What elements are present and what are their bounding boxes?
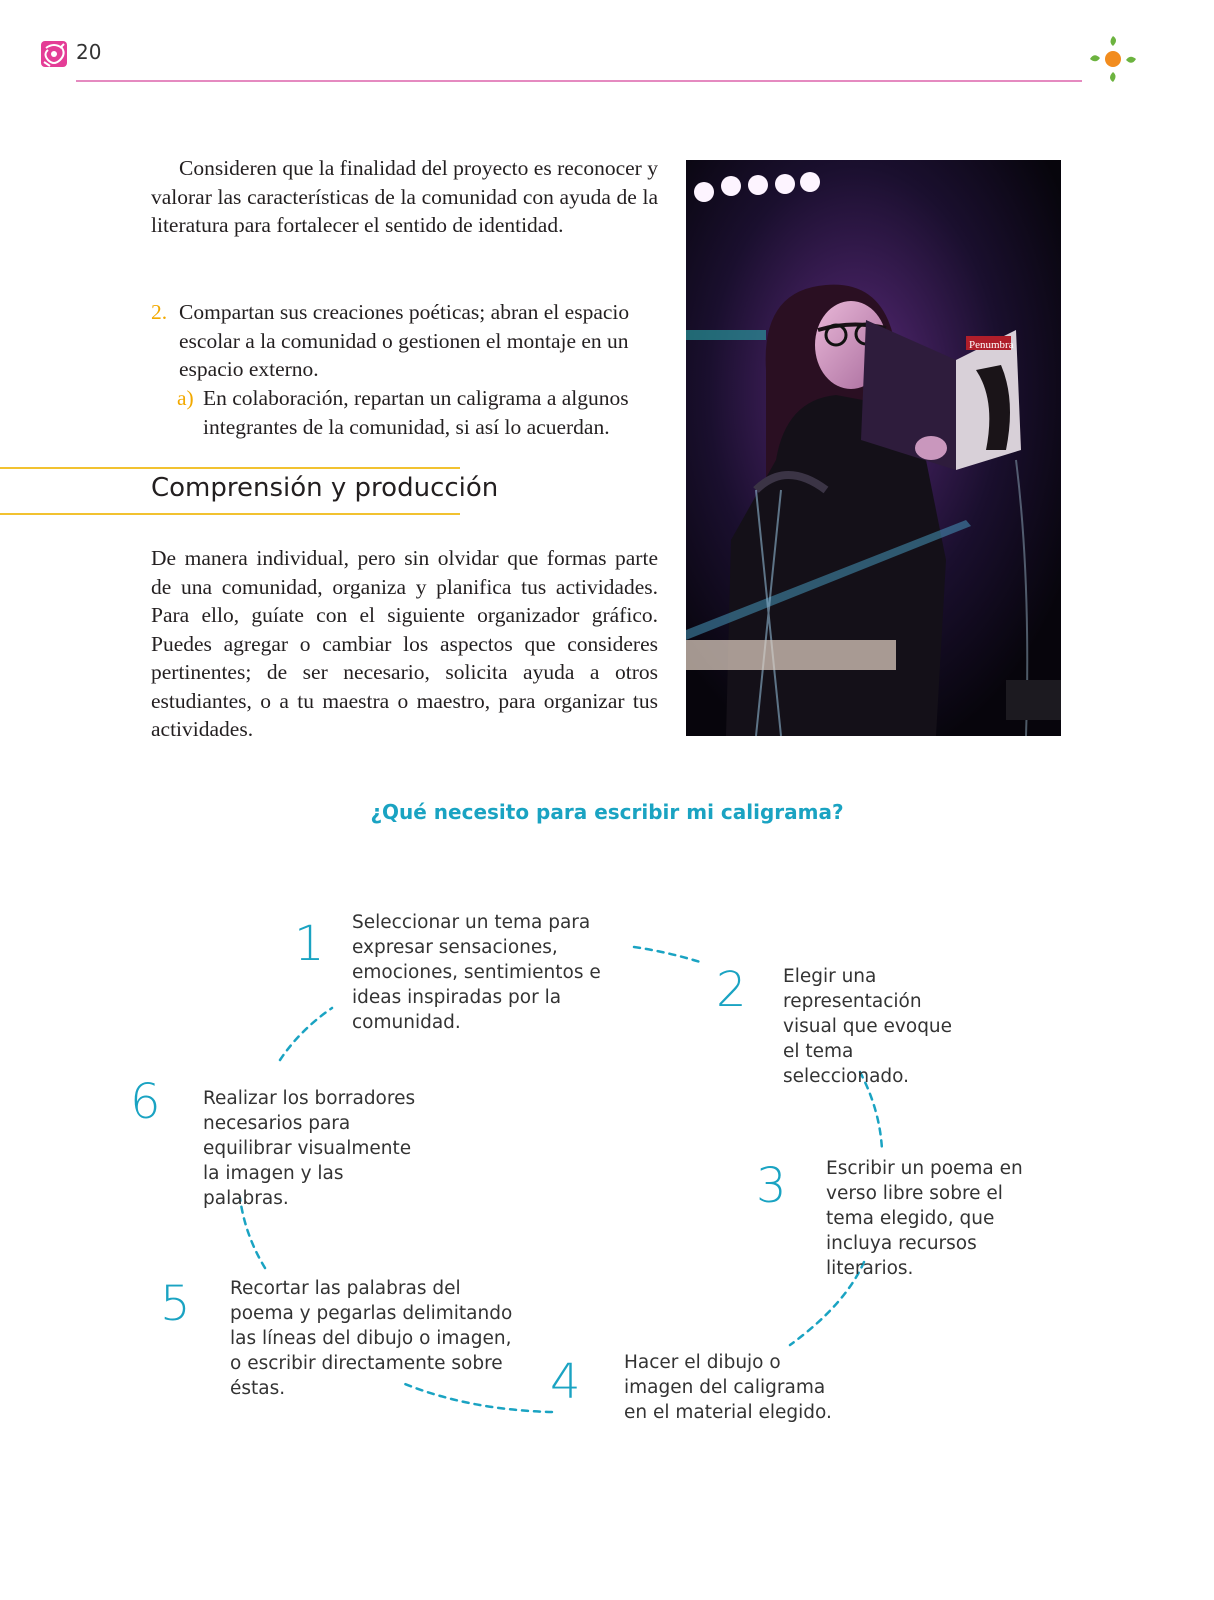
- step-6-number: 6: [130, 1074, 161, 1130]
- list-subitem-a: [177, 384, 658, 441]
- corner-logo-icon: [1086, 32, 1140, 86]
- step-3-text: Escribir un poema en verso libre sobre el tema elegido, que incluya recursos literarios.: [826, 1158, 1023, 1279]
- list-letter: a): [177, 386, 194, 410]
- step-2-text: Elegir una representación visual que evoque el tema seleccionado.: [783, 966, 953, 1087]
- step-4-number: 4: [550, 1354, 581, 1410]
- step-3-number: 3: [756, 1158, 787, 1214]
- list-text: Compartan sus creaciones poéticas; abran el espacio escolar a la comunidad o gestionen el montaje en un espacio externo.: [179, 300, 630, 381]
- step-4-text: Hacer el dibujo o imagen del caligrama en el material elegido.: [624, 1352, 832, 1423]
- list-text: En colaboración, repartan un caligrama a algunos integrantes de la comunidad, si así lo acuerdan.: [203, 386, 629, 439]
- intro-paragraph: Consideren que la finalidad del proyecto es reconocer y valorar las características de la comunidad con ayuda de la literatura para fortalecer el sentido de identidad.: [151, 156, 658, 237]
- connector-6-1: [280, 1008, 332, 1060]
- header-rule: [76, 80, 1082, 82]
- step-1-text: Seleccionar un tema para expresar sensaciones, emociones, sentimientos e ideas inspiradas por la comunidad.: [352, 912, 601, 1033]
- section-rule-bottom: [0, 513, 460, 515]
- photo-woman-reading: [686, 160, 1061, 736]
- organizer-question: ¿Qué necesito para escribir mi caligrama?: [370, 800, 844, 824]
- book-title: Penumbra: [969, 339, 1014, 351]
- step-1-number: 1: [294, 916, 325, 972]
- section-rule-top: [0, 467, 460, 469]
- instructions-paragraph: De manera individual, pero sin olvidar que formas parte de una comunidad, organiza y planifica tus actividades. Para ello, guíate con el siguiente organizador gráfico. Puedes agregar o cambiar los aspectos que consideres pertinentes; de ser necesario, solicita ayuda a otros estudiantes, o a tu maestra o maestro, para organizar tus actividades.: [151, 546, 658, 741]
- step-2-number: 2: [716, 962, 747, 1018]
- step-5-text: Recortar las palabras del poema y pegarlas delimitando las líneas del dibujo o imagen, o escribir directamente sobre éstas.: [230, 1278, 513, 1399]
- page-number: 20: [76, 40, 102, 64]
- header-logo-icon: [40, 40, 68, 68]
- step-5-number: 5: [160, 1276, 191, 1332]
- step-6-text: Realizar los borradores necesarios para equilibrar visualmente la imagen y las palabras.: [203, 1088, 416, 1209]
- list-item-2: [151, 298, 658, 384]
- connector-1-2: [634, 947, 700, 962]
- list-number: 2.: [151, 300, 168, 324]
- section-title: Comprensión y producción: [151, 473, 499, 503]
